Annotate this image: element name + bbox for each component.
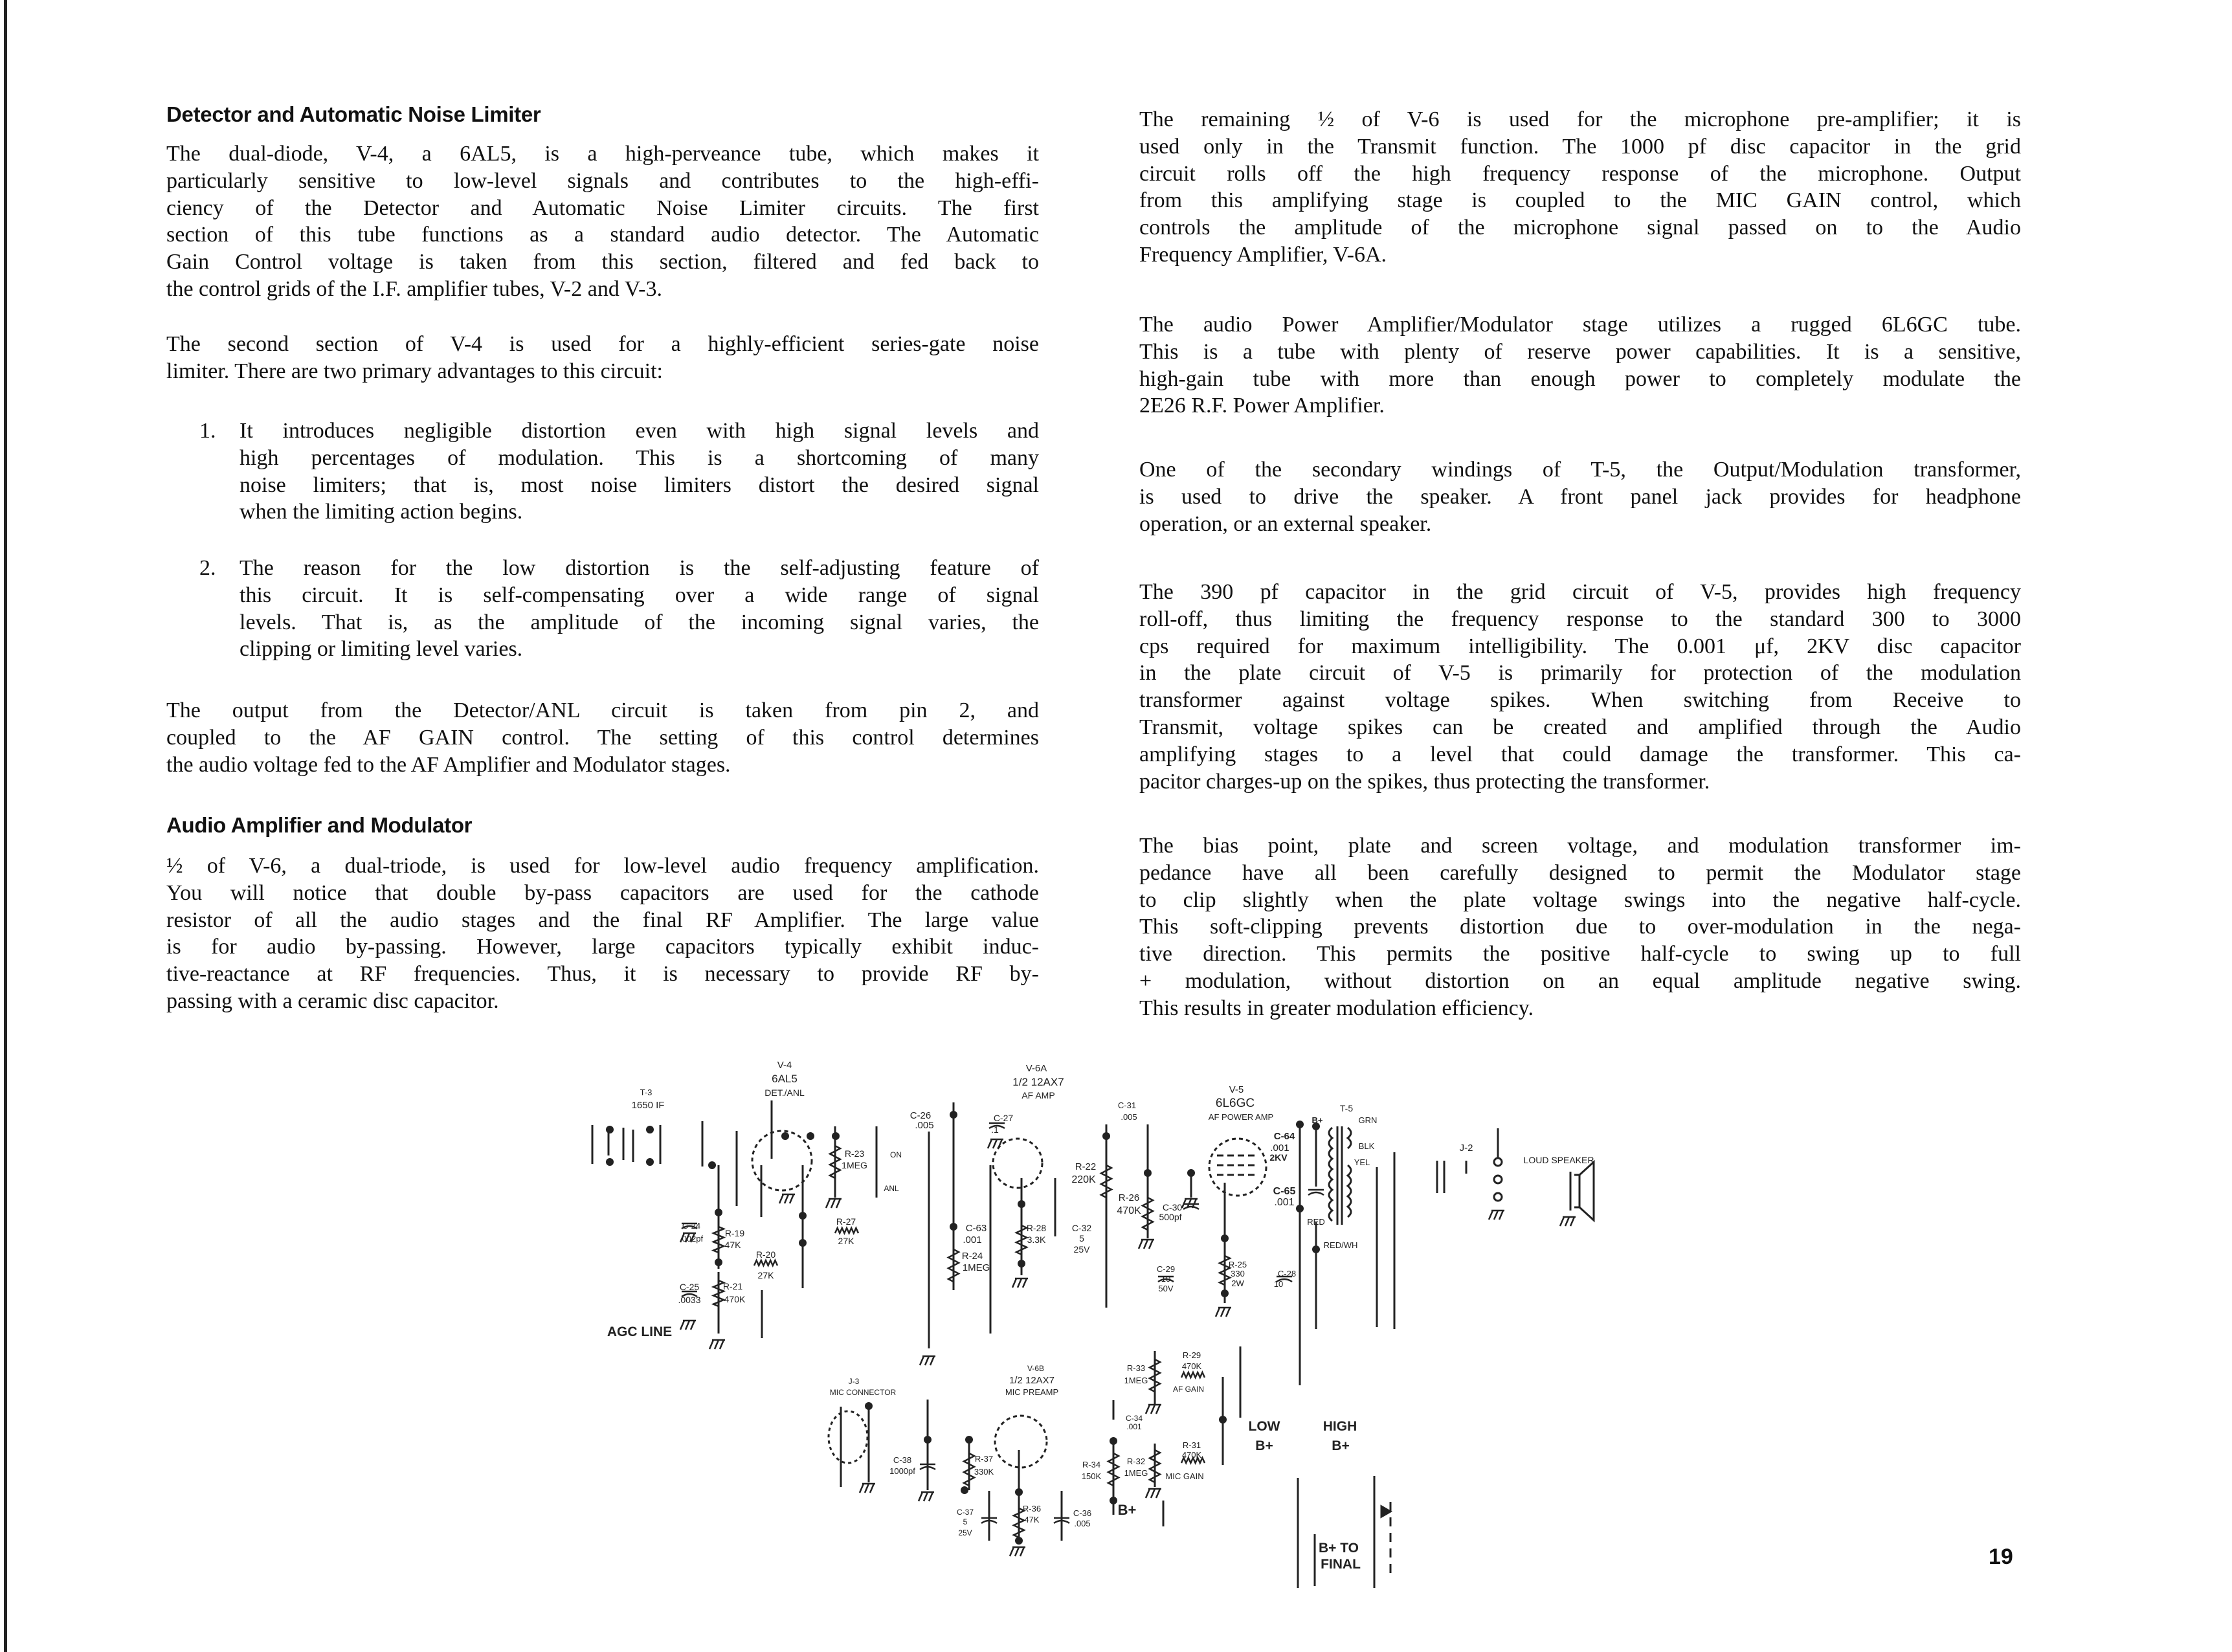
schematic-junctions [606, 1111, 1320, 1545]
ground-icon [860, 1484, 875, 1493]
text-line: This soft-clipping prevents distortion due to over-modulation in the nega- [1139, 915, 2021, 939]
junction-dot [1018, 1260, 1025, 1267]
schematic-label: R-37 [974, 1454, 994, 1464]
list-number: 1. [199, 419, 216, 443]
text-line: high percentages of modulation. This is a shortcoming of many [240, 445, 1039, 470]
schematic-label: 47K [724, 1240, 741, 1250]
schematic-label: R-33 [1126, 1363, 1146, 1373]
schematic-label: C-63 [965, 1223, 987, 1234]
schematic-label: C-27 [993, 1113, 1014, 1123]
schematic-label: R-27 [836, 1216, 856, 1227]
schematic-label: 25V [1073, 1244, 1090, 1255]
schematic-label: R-24 [961, 1251, 983, 1262]
mic-connector-icon [829, 1411, 867, 1463]
text-line: passing with a ceramic disc capacitor. [166, 988, 499, 1013]
schematic-label: 470K [1181, 1450, 1202, 1460]
junction-dot [1296, 1121, 1304, 1128]
schematic-label: 27K [838, 1236, 854, 1246]
schematic-label: 6AL5 [772, 1073, 798, 1085]
schematic-label: R-26 [1118, 1192, 1140, 1203]
resistor-icon [1150, 1359, 1160, 1392]
junction-dot [1110, 1497, 1117, 1504]
text-line: The dual-diode, V-4, a 6AL5, is a high-perveance tube, which makes it [166, 142, 1039, 166]
ground-icon [680, 1321, 696, 1330]
junction-dot [646, 1158, 654, 1166]
text-line: The 390 pf capacitor in the grid circuit of V-5, provides high frequency [1139, 580, 2021, 604]
text-line: this circuit. It is self-compensating over a wide range of signal [240, 583, 1039, 607]
ground-icon [709, 1340, 725, 1349]
ground-icon [779, 1194, 795, 1203]
text-line: Gain Control voltage is taken from this section, filtered and fed back to [166, 250, 1039, 274]
text-line: The reason for the low distortion is the self-adjusting feature of [240, 556, 1039, 580]
ground-icon [1146, 1405, 1161, 1414]
text-line: is used to drive the speaker. A front panel jack provides for headphone [1139, 484, 2021, 509]
schematic-label: 10 [1273, 1279, 1284, 1289]
ground-icon [919, 1492, 934, 1501]
schematic-label: MIC GAIN [1165, 1471, 1204, 1481]
schematic-label: V-6A [1025, 1063, 1047, 1074]
junction-dot [1296, 1205, 1304, 1212]
tube-v6a-icon [993, 1139, 1042, 1188]
capacitor-icon [1308, 1190, 1324, 1195]
schematic-label: 330K [974, 1467, 994, 1477]
resistor-icon [1150, 1450, 1160, 1482]
ground-icon [1489, 1211, 1504, 1220]
junction-dot [832, 1132, 840, 1140]
junction-dot [1221, 1289, 1229, 1297]
text-line: controls the amplitude of the microphone signal passed on to the Audio [1139, 216, 2021, 240]
junction-dot [1102, 1132, 1110, 1140]
schematic-label: 220K [1071, 1174, 1096, 1185]
schematic-label: 470K [1117, 1205, 1141, 1216]
junction-dot [799, 1212, 807, 1220]
text-line: coupled to the AF GAIN control. The setting of this control determines [166, 725, 1039, 750]
schematic-components [680, 1123, 1576, 1556]
schematic-label: R-20 [755, 1249, 776, 1260]
schematic-label: 27K [757, 1270, 774, 1280]
text-line: ciency of the Detector and Automatic Noise Limiter circuits. The first [166, 195, 1039, 220]
text-line: noise limiters; that is, most noise limiters distort the desired signal [240, 473, 1039, 497]
text-line: high-gain tube with more than enough power to completely modulate the [1139, 366, 2021, 391]
resistor-icon [1143, 1198, 1153, 1230]
schematic-label: T-3 [640, 1088, 653, 1097]
resistor-icon [754, 1260, 777, 1266]
schematic-label: R-22 [1075, 1161, 1097, 1172]
text-line: operation, or an external speaker. [1139, 511, 1432, 536]
junction-dot [961, 1486, 968, 1494]
schematic-label: GRN [1358, 1115, 1378, 1125]
schematic-label: 470K [1181, 1361, 1202, 1371]
schematic-label: ANL [884, 1184, 899, 1193]
text-line: pedance have all been carefully designed to permit the Modulator stage [1139, 860, 2021, 885]
text-line: The bias point, plate and screen voltage, and modulation transformer im- [1139, 834, 2021, 858]
junction-dot [1312, 1245, 1320, 1253]
schematic-label: 1MEG [962, 1262, 990, 1273]
text-line: transformer against voltage spikes. When switching from Receive to [1139, 688, 2021, 713]
schematic-label: R-25 [1228, 1260, 1247, 1269]
schematic-wires [592, 1100, 1594, 1588]
text-line: section of this tube functions as a standard audio detector. The Automatic [166, 223, 1039, 247]
section-heading-detector-anl: Detector and Automatic Noise Limiter [166, 102, 541, 126]
schematic-label: R-19 [724, 1228, 745, 1238]
schematic-label: 1MEG [1124, 1376, 1148, 1385]
text-line: The output from the Detector/ANL circuit is taken from pin 2, and [166, 698, 1039, 722]
schematic-label: C-24 [682, 1221, 701, 1231]
schematic-label: MIC PREAMP [1005, 1387, 1059, 1397]
schematic-label: C-25 [679, 1282, 700, 1292]
text-line: cps required for maximum intelligibility. The 0.001 μf, 2KV disc capacitor [1139, 634, 2021, 658]
text-line: to clip slightly when the plate voltage swings into the negative half-cycle. [1139, 887, 2021, 912]
text-line: particularly sensitive to low-level signals and contributes to the high-effi- [166, 168, 1039, 193]
resistor-icon [1181, 1372, 1205, 1378]
junction-dot [1018, 1200, 1025, 1208]
resistor-icon [713, 1280, 724, 1306]
schematic-label: MIC CONNECTOR [829, 1388, 897, 1397]
schematic-label: BLK [1358, 1141, 1375, 1151]
schematic-label: C-32 [1071, 1223, 1092, 1233]
schematic-label: RED/WH [1323, 1240, 1358, 1250]
schematic-label: C-36 [1073, 1508, 1092, 1518]
ground-icon [826, 1199, 842, 1208]
schematic-label: 5 [963, 1517, 968, 1526]
junction-dot [708, 1161, 716, 1169]
schematic-label: V-5 [1229, 1084, 1244, 1095]
resistor-icon [964, 1453, 974, 1486]
text-line: is for audio by-passing. However, large capacitors typically exhibit induc- [166, 935, 1039, 959]
schematic-label: LOUD SPEAKER [1523, 1155, 1594, 1165]
schematic-label: .001 [1126, 1422, 1142, 1431]
text-line: in the plate circuit of V-5 is primarily for protection of the modulation [1139, 661, 2021, 686]
schematic-label: 150K [1081, 1471, 1102, 1481]
schematic-label: R-29 [1182, 1350, 1201, 1360]
text-line: roll-off, thus limiting the frequency response to the standard 300 to 3000 [1139, 607, 2021, 631]
schematic-label: J-2 [1459, 1143, 1473, 1154]
junction-dot [1144, 1169, 1152, 1177]
ground-icon [1560, 1217, 1576, 1226]
schematic-label: 470K [724, 1294, 746, 1304]
schematic-label: AF AMP [1021, 1090, 1055, 1100]
schematic-label: YEL [1354, 1157, 1370, 1167]
text-line: from this amplifying stage is coupled to the MIC GAIN control, which [1139, 188, 2021, 213]
schematic-label: R-31 [1182, 1440, 1201, 1450]
resistor-icon [830, 1146, 840, 1178]
schematic-label: C-29 [1156, 1264, 1176, 1274]
resistor-icon [1016, 1225, 1027, 1255]
text-line: used only in the Transmit function. The 1000 pf disc capacitor in the grid [1139, 134, 2021, 159]
schematic-label: R-32 [1126, 1457, 1146, 1466]
schematic-label: 1MEG [1124, 1468, 1148, 1478]
text-line: 2E26 R.F. Power Amplifier. [1139, 394, 1385, 418]
text-line: tive direction. This permits the positive half-cycle to swing up to full [1139, 942, 2021, 966]
loudspeaker-icon [1570, 1162, 1594, 1220]
junction-dot [1110, 1437, 1117, 1445]
schematic-label: B+ [1311, 1115, 1323, 1125]
schematic-label: C-26 [910, 1110, 932, 1121]
schematic-label: T-5 [1339, 1103, 1354, 1113]
junction-dot [950, 1223, 957, 1231]
schematic-label: LOW [1248, 1419, 1280, 1434]
junction-dot [781, 1132, 789, 1140]
schematic-label: .002pf [679, 1234, 704, 1244]
schematic-label: 6L6GC [1215, 1097, 1255, 1110]
schematic-label: .005 [1121, 1112, 1137, 1122]
schematic-label: R-23 [844, 1148, 865, 1159]
junction-dot [1015, 1537, 1023, 1545]
schematic-label: RED [1307, 1217, 1325, 1227]
schematic-label: B+ [1255, 1438, 1273, 1453]
schematic-label: C-37 [956, 1508, 974, 1517]
text-line: clipping or limiting level varies. [240, 637, 523, 662]
junction-dot [715, 1209, 722, 1216]
junction-dot [1015, 1488, 1023, 1496]
tube-v5-icon [1209, 1139, 1266, 1196]
junction-dot [924, 1436, 932, 1444]
ground-icon [988, 1139, 1003, 1148]
schematic-label: B+ TO [1318, 1541, 1359, 1556]
schematic-label: R-36 [1022, 1504, 1042, 1513]
text-line: This results in greater modulation efficiency. [1139, 996, 1534, 1020]
resistor-icon [948, 1249, 959, 1282]
schematic-label: FINAL [1321, 1557, 1361, 1572]
list-number: 2. [199, 556, 216, 580]
schematic-label: 2W [1231, 1278, 1244, 1288]
junction-dot [1219, 1416, 1227, 1423]
section-heading-audio-amp: Audio Amplifier and Modulator [166, 813, 473, 837]
resistor-icon [1108, 1453, 1119, 1486]
schematic-label: B+ [1117, 1502, 1137, 1518]
text-line: when the limiting action begins. [240, 500, 523, 524]
junction-dot [606, 1158, 614, 1166]
schematic-label: C-31 [1117, 1100, 1137, 1110]
text-line: The second section of V-4 is used for a highly-efficient series-gate noise [166, 332, 1039, 356]
schematic-label: 5 [1079, 1233, 1084, 1244]
schematic-label: 50V [1158, 1284, 1174, 1293]
text-line: The remaining ½ of V-6 is used for the microphone pre-amplifier; it is [1139, 107, 2021, 131]
text-line: This is a tube with plenty of reserve power capabilities. It is a sensitive, [1139, 339, 2021, 364]
ground-icon [1010, 1547, 1025, 1556]
junction-dot [807, 1132, 814, 1140]
schematic-label: R-28 [1026, 1223, 1047, 1233]
schematic-label: 500pf [1159, 1212, 1182, 1222]
schematic-label: B+ [1332, 1438, 1350, 1453]
schematic-label: V-6B [1027, 1364, 1045, 1373]
schematic-label: 2KV [1269, 1152, 1288, 1163]
schematic-label: 1/2 12AX7 [1009, 1375, 1055, 1386]
schematic-label: AGC LINE [607, 1324, 673, 1339]
schematic-label: 1/2 12AX7 [1012, 1076, 1064, 1088]
schematic-label: .001 [1274, 1197, 1295, 1208]
schematic-label: AF POWER AMP [1208, 1112, 1274, 1122]
text-line: It introduces negligible distortion even with high signal levels and [240, 419, 1039, 443]
text-line: the control grids of the I.F. amplifier tubes, V-2 and V-3. [166, 276, 662, 301]
schematic-label: C-28 [1277, 1269, 1297, 1278]
schematic-label: C-65 [1273, 1186, 1296, 1197]
text-line: + modulation, without distortion on an equal amplitude negative swing. [1139, 968, 2021, 993]
schematic-label: DET./ANL [764, 1088, 805, 1098]
schematic-label: 330 [1231, 1269, 1245, 1278]
junction-dot [606, 1126, 614, 1133]
schematic-label: C-38 [893, 1455, 912, 1465]
schematic-label: C-64 [1273, 1131, 1295, 1142]
resistor-icon [835, 1228, 858, 1233]
junction-dot [950, 1111, 957, 1119]
text-line: Frequency Amplifier, V-6A. [1139, 242, 1387, 267]
ground-icon [1216, 1308, 1231, 1317]
text-line: resistor of all the audio stages and the final RF Amplifier. The large value [166, 908, 1039, 932]
ground-icon [1139, 1240, 1154, 1249]
capacitor-icon [1183, 1204, 1199, 1209]
schematic-label: HIGH [1322, 1419, 1357, 1434]
ground-icon [1012, 1278, 1028, 1288]
text-line: You will notice that double by-pass capacitors are used for the cathode [166, 880, 1039, 905]
schematic-label: .005 [1074, 1519, 1091, 1528]
schematic-label: V-4 [777, 1060, 792, 1071]
text-line: The audio Power Amplifier/Modulator stage utilizes a rugged 6L6GC tube. [1139, 313, 2021, 337]
schematic-label: 25V [958, 1528, 972, 1537]
schematic-label: 47K [1024, 1515, 1040, 1524]
text-line: limiter. There are two primary advantages to this circuit: [166, 359, 663, 383]
junction-dot [1187, 1169, 1195, 1177]
page-number: 19 [1989, 1545, 2013, 1569]
resistor-icon [713, 1227, 724, 1253]
schematic-label: 10 [1161, 1274, 1171, 1284]
schematic-label: 1650 IF [631, 1100, 665, 1111]
junction-dot [1221, 1234, 1229, 1242]
ground-icon [920, 1356, 935, 1365]
schematic-label: .001 [1270, 1143, 1289, 1154]
text-line: the audio voltage fed to the AF Amplifier and Modulator stages. [166, 752, 731, 777]
schematic-label: .001 [963, 1234, 982, 1245]
schematic-label: J-3 [848, 1377, 860, 1386]
schematic-label: 1000pf [889, 1466, 915, 1476]
schematic-label: ON [890, 1150, 902, 1159]
text-line: levels. That is, as the amplitude of the incoming signal varies, the [240, 610, 1039, 634]
schematic-labels [607, 1060, 1594, 1572]
schematic-label: C-30 [1162, 1202, 1183, 1212]
junction-dot [715, 1258, 722, 1266]
junction-dot [646, 1126, 654, 1133]
schematic-label: .005 [915, 1120, 934, 1131]
text-line: Transmit, voltage spikes can be created and amplified through the Audio [1139, 715, 2021, 739]
schematic-label: .1 [991, 1124, 999, 1135]
schematic-label: R-34 [1082, 1460, 1101, 1469]
schematic-label: AF GAIN [1172, 1385, 1205, 1394]
text-line: ½ of V-6, a dual-triode, is used for low-level audio frequency amplification. [166, 854, 1039, 878]
schematic-label: 3.3K [1027, 1234, 1046, 1245]
schematic-label: C-34 [1125, 1414, 1143, 1423]
ground-icon [1146, 1489, 1161, 1498]
resistor-icon [1101, 1165, 1111, 1198]
schematic-label: R-21 [722, 1281, 743, 1291]
tube-v6b-icon [995, 1416, 1047, 1468]
text-line: One of the secondary windings of T-5, the Output/Modulation transformer, [1139, 458, 2021, 482]
schematic-label: .0033 [678, 1295, 701, 1305]
schematic-label: 1MEG [842, 1160, 867, 1170]
junction-dot [965, 1436, 973, 1444]
text-line: circuit rolls off the high frequency response of the microphone. Output [1139, 161, 2021, 186]
text-line: tive-reactance at RF frequencies. Thus, it is necessary to provide RF by- [166, 962, 1039, 987]
junction-dot [865, 1402, 873, 1410]
text-line: pacitor charges-up on the spikes, thus protecting the transformer. [1139, 769, 1710, 794]
text-line: amplifying stages to a level that could damage the transformer. This ca- [1139, 742, 2021, 766]
junction-dot [799, 1239, 807, 1247]
